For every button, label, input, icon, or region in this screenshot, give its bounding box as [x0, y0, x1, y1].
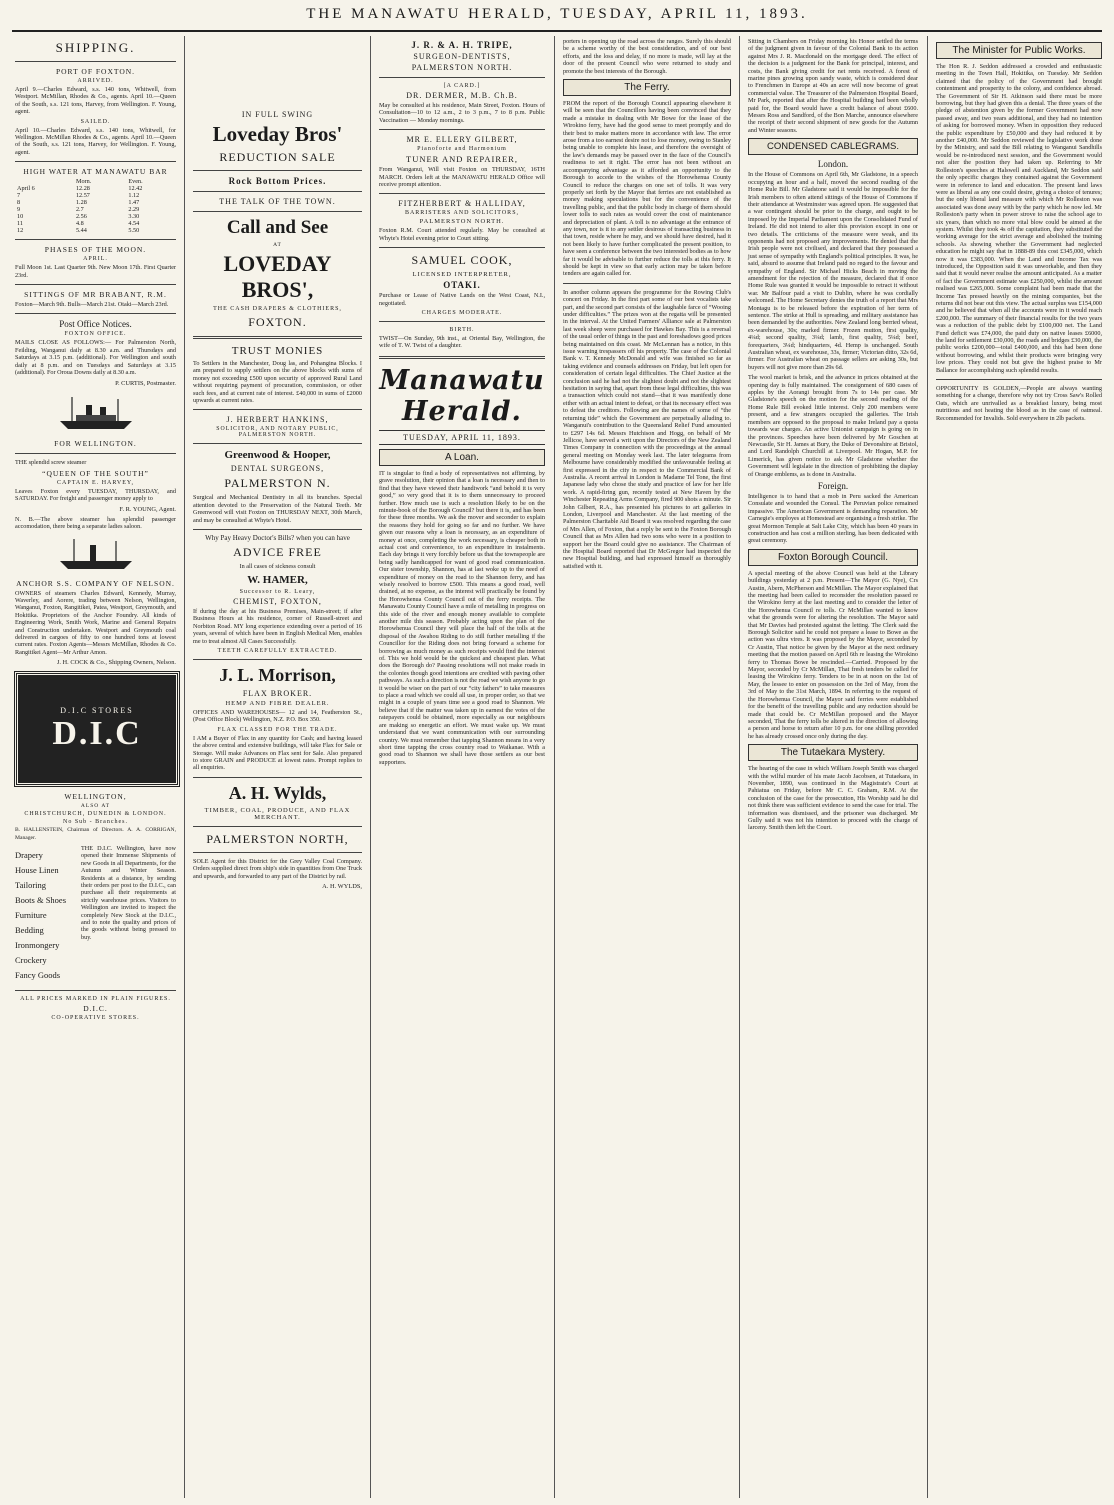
council-text: A special meeting of the above Council was held at the Library buildings yesterday at 2 p.m. Present—The Mayor (G. Nye), Crs Austin, Abern, McPherson and McMillan. The Mayor explained that the meeting had been called to reconsider the resolution passed re the Wirokino ferry at the last meeting and to consider the letter of the Horowhenua Council re tolls. Cr McMillan wanted to know what the grounds were for altering the resolution. The Mayor said that Mr Davies had protested against the letting. The Clerk said the Borough Solicitor said he could not prepare a lease to Bowe as the action was ultra vires. It was proposed by the Mayor, seconded by Cr Austin, That notice be given by the Mayor at the next ordinary meeting that the motion passed on April 6th re leasing the Wirokino ferry to Thomas Bowe be rescinded.—Carried. Proposed by the Mayor, seconded by Cr McMillan, That fresh tenders be called for leasing the Wirokino ferry. Tenders to be in at noon on the 1st of May, the lessee to enter on possession on the 3rd of May, from the 3rd of May to the 31st March, 1894. In referring to the request of the Horowhenua Council, the Mayor said ferries were established for the benefit of the travelling public and any reduction should be made that could be. Cr McMillan proposed and the Mayor seconded, That the ferry tolls be altered in the direction of allowing a person and horse to return after 10 p.m. for one shilling provided he has already crossed once only during the day.	[748, 569, 918, 740]
news-notes-a: Sitting in Chambers on Friday morning his Honor settled the terms of the judgment given in favour of the Colonial Bank to its action against Mrs J. R. Macdonald on the mortgage deed. The effect of the decision is a judgment for the Bank for principal, interest, and costs, the Bank giving credit for net rents received. A forest of marine pines growing upon sandy waste, which is considered dear to Frenchmen in Europe at 40s an acre will now become of great commercial value. The Treasurer of the Palmerston Hospital Board, Mr Park, reported that after the Hospital building had been wholly paid for, the Board would have a credit balance of about £600. Messrs Ross and Sandford, of the Bon Marche, announce elsewhere the receipt of their second shipment of new goods for the Autumn and Winter seasons.	[748, 38, 918, 134]
rock-bottom: Rock Bottom Prices.	[228, 176, 327, 186]
tide-row: 10 2.56 3.30	[17, 213, 140, 221]
shipping-heading: SHIPPING.	[55, 40, 136, 55]
hamer-text: If during the day at his Business Premises, Main-street; if after Business Hours at his residence, corner of Russell-street and Norbiton Road. MY long experience extending over a period of 16 years, several of which have been in English Medical Men, enables me to treat almost All Cases Successfully.	[193, 607, 362, 645]
ferry-heading: The Ferry.	[563, 79, 731, 96]
sailed-label: SAILED.	[80, 118, 111, 125]
column-divider	[370, 36, 371, 1498]
loan-heading: A Loan.	[379, 449, 545, 466]
tide-row: 9 2.7 2.29	[17, 206, 140, 214]
goods-item: Boots & Shoes	[15, 895, 67, 905]
tide-row: 12 5.44 5.50	[17, 227, 140, 235]
anchor-company-heading: ANCHOR S.S. COMPANY OF NELSON.	[16, 578, 175, 588]
fitzherbert-place: PALMERSTON NORTH.	[419, 218, 505, 226]
port-heading: PORT OF FOXTON.	[55, 67, 136, 76]
column-1	[8, 36, 183, 1498]
gilbert-name: MR E. ELLERY GILBERT,	[406, 135, 518, 145]
loan-continued: porters in opening up the road across the ranges. Surely this should be a scheme worthy of the best consideration, and of our best efforts, and the loss and delay, if no more is made, will lay at the door of the present Council who were returned to study and promote the best interests of the Borough.	[563, 38, 731, 75]
hankins-role: SOLICITOR, AND NOTARY PUBLIC, PALMERSTON NORTH.	[216, 426, 339, 439]
minister-text: The Hon R. J. Seddon addressed a crowded and enthusiastic meeting in the Town Hall, Hokitika, on Tuesday. Mr Seddon claimed that the policy of the Government had brought contentment and prosperity to the colony, and confidence abroad. The Government of Sir H. Atkinson said there must be more borrowing, but they had given this a denial. The three years of the pledge of abstention given by the former Government had now passed away, and two years additional, and they had no intention of asking for borrowed money. When in opposition they reduced the public expenditure by £50,000 and they had reduced it by another £40,000. Mr Seddon reviewed the legislative work done by the Ministry, and said the Bill relating to Wanganui Sandhills would be re-introduced next session, and the Government would not alter the position they had taken up. Referring to Mr Rolleston's speeches at Halswell and Auckland, Mr Seddon said the only specific charges they contained against the Government were in reference to land and education. The present land laws were as liberal as any one could desire, giving a choice of tenures; but the only liberal land measure with which Mr Rolleston was associated was done away with by the party which he now led. Mr Rolleston's party when in power strove to raise the school age to six years, than which no more vital blow could be aimed at the system. Whilst they took 4s off the capitation, they substituted the working average for the strict average and abolished the training schools. As showing whether the Government had neglected education he might say that in 1888-89 this cost £345,000, which now it was £383,000. When the Land and Income Tax was introduced, the Opposition said it was unworkable, and then they said that it would never realise the amount anticipated. As a matter of fact the Government estimate was £250,000, whilst the amount realised was £265,000. Some complaint had been made that the Income Tax pressed heavily on the mining companies, but the returns did not bear out this view. The actual surplus was £154,000 and he believed that when all the accounts were in it would reach £200,000. The summary of their financial results for the two years was a reduction of the public debt by £100,000 net. The Land Fund deficit was £74,000, the paid duty on native leases £6000, the land for settlement £30,000, the roads and bridges £30,000, the public works £200,000—total £400,000, and this had been done without borrowing, and whilst their products were bringing very low prices. They could not but give the highest praise to Mr Ballance for accomplishing such splendid results.	[936, 63, 1102, 374]
steamer-ship-icon	[56, 393, 136, 433]
surgeon-dentists: SURGEON-DENTISTS,	[413, 52, 511, 61]
dic-footer-dic: D.I.C.	[83, 1004, 108, 1013]
wylds-signature: A. H. WYLDS,	[322, 882, 362, 890]
council-heading: Foxton Borough Council.	[748, 549, 918, 566]
dateline: TUESDAY, APRIL 11, 1893.	[379, 430, 545, 445]
tutaekara-heading: The Tutaekara Mystery.	[748, 744, 918, 761]
tide-row: 7 12.57 1.12	[17, 192, 140, 200]
post-office-text: MAILS CLOSE AS FOLLOWS:— For Palmerston North, Feilding, Wanganui daily at 8.30 a.m. and Thursdays and Saturdays at 3.15 p.m. (additional). For Wellington and south daily at 8 p.m. and on Tuesdays and Saturdays at 3.15 (additional). For Oroua Downs daily at 8.30 a.m.	[15, 339, 176, 377]
tripe-name: J. R. & A. H. TRIPE,	[411, 40, 513, 50]
sole-agent-text: SOLE Agent for this District for the Grey Valley Coal Company. Orders supplied direct from ship's side in quantities from One Truck and upwards, and forwarded to any part of the District by rail.	[193, 857, 362, 880]
foreign-subheading: Foreign.	[817, 480, 849, 491]
for-wellington-heading: FOR WELLINGTON.	[54, 438, 137, 448]
gilbert-text: From Wanganui, Will visit Foxton on THURSDAY, 16TH MARCH. Orders left at the MANAWATU HERALD Office will receive prompt attention.	[379, 166, 545, 189]
cablegrams-text: In the House of Commons on April 6th, Mr Gladstone, in a speech occupying an hour and a half, moved the second reading of the Home Rule Bill. Mr Gladstone said it would be impossible for the Irish members to often attend sittings of the House of Commons if their attendance at Westminster was agreed upon. He suggested that a war contingent should be prior to the charge, and ought to be imposed by the Imperial Parliament upon the Consolidated Fund of Ireland. He did not intend to alter this provision except in one or two details. The criticisms of the measure were weak, and its opponents had not proposed any improvements. He denied that the Irish people were not civilised, and declared that they possessed a just sense of sympathy with England's political principles. It was, he said, absurd to assume that Ireland paid no regard to the favour and sympathy of England. Sir Michael Hicks Beach in moving the amendment for the rejection of the measure, declared that if once Home Rule was granted it would be impossible to retract it without war. Mr Balfour paid a visit to Dublin, where he was cordially welcomed. The Home Secretary denies the truth of a report that Mrs Montagu is to be released before the expiration of her term of sentence. The strike at Hull is spreading, and military assistance has been demanded by the authorities. New Zealand long berried wheat, ex-warehouse, 30s; marked firmer. Frozen mutton, first quality, 4¼d; second quality, 3¼d; lamb, first quality, 5¼d; beef, forequarters, 3¼d; hindquarters, 4d. Hemp is unchanged. South Australian wheat, ex warehouse, 33s, firmer; Victorian ditto, 32s 6d, firmer. For Australian wheat on passage sellers are asking 30s, but buyers will not give more than 29s 6d.	[748, 171, 918, 371]
cash-drapers: THE CASH DRAPERS & CLOTHIERS,	[213, 306, 342, 312]
birth-heading: BIRTH.	[449, 327, 475, 334]
gilbert-role: Pianoforte and Harmonium	[417, 146, 507, 153]
talk-of-town: THE TALK OF THE TOWN.	[219, 197, 336, 206]
news-notes-b: The wool market is brisk, and the advance in prices obtained at the opening day is fully maintained. The consignment of 680 cases of apples by the Aorangi brought from 7s to 14s per case. Mr Gladstone's speech on the motion for the second reading of the Home Rule Bill evoked little interest. Only 200 members were present, and a few strangers occupied the galleries. The Irish members are opposed to the proposal to make Ireland pay a quota towards war charges. An active Unionist campaign is going on in the provinces. Speeches have been delivered by Mr Goschen at Newcastle, Sir H. James at Bury, the Duke of Devonshire at Bristol, and Lord Randolph Churchill at Liverpool. Mr Hogan, M.P. for Limerick, has given notice to ask Mr Gladstone whether the Government will legislate in the direction of prohibiting the display of Orange emblems, as is done in Australia.	[748, 374, 918, 478]
hemp-dealer: HEMP AND FIBRE DEALER.	[225, 699, 330, 707]
foreign-text: Intelligence is to hand that a mob in Peru sacked the American Consulate and wounded the Consul. The Peruvian police remained impassive. The American Government is demanding reparation. Mr Carnegie's employes at Homestead are organising a fresh strike. The great Mormon Temple at Salt Lake City, which has been 40 years in construction and has cost a million sterling, has been dedicated with great ceremony.	[748, 492, 918, 545]
column-5	[741, 36, 925, 1498]
anchor-company-signature: J. H. COCK & Co., Shipping Owners, Nelson.	[56, 659, 176, 667]
column-divider	[927, 36, 928, 1498]
steamer-name: “QUEEN OF THE SOUTH”	[42, 468, 149, 478]
sittings-text: Foxton—March 9th. Bulls—March 21st. Otaki—March 23rd.	[15, 301, 169, 309]
loveday-heading: Loveday Bros'	[212, 122, 343, 146]
flax-classed: FLAX CLASSED FOR THE TRADE.	[217, 726, 338, 733]
anchor-company-text: OWNERS of steamers Charles Edward, Kennedy, Murray, Waverley, and Aorere, trading between Nelson, Wellington, Wanganui, Foxton, Rangitikei, Patea, Westport, Greymouth, and Hokitika. Proprietors of the Anchor Foundry. All kinds of Engineering Work, Smith Work, Marine and General Repairs and Construction undertaken. Westport and Greymouth coal delivered in cargoes of fifty to one hundred tons at lowest current rates. Foxton Agents—Messrs McMillan, Rhodes & Co. Rangitikei Agent—Mr Arthur Amon.	[15, 589, 176, 656]
anchor-steamer-icon	[56, 537, 136, 573]
dic-stores-logo: D.I.C STORES D.I.C	[15, 672, 179, 786]
steamer-intro: THE splendid screw steamer	[15, 458, 87, 466]
timber-merchant: TIMBER, COAL, PRODUCE, AND FLAX MERCHANT.	[204, 806, 351, 821]
dic-also: ALSO AT	[80, 803, 111, 810]
hamer-role: Successor to R. Leary,	[239, 588, 316, 595]
flax-text: I AM a Buyer of Flax in any quantity for Cash; and having leased the above central and extensive buildings, will take Flax for Sale or Storage. Will make Advances on Flax sent for Sale. Also prepared to store GRAIN and PRODUCE at lowest rates. Prompt replies to all enquiries.	[193, 734, 362, 772]
tide-row: April 6 12.28 12.42	[17, 185, 143, 193]
dic-no-sub: No Sub - Branches.	[63, 819, 128, 826]
arrived-text: April 9.—Charles Edward, s.s. 140 tons, Whitwell, from Westport. McMillan, Rhodes & Co., agents. April 10.—Queen of the South, s.s. 121 tons, Harvey, from Wellington. F. Young, agent.	[15, 86, 176, 116]
charges-moderate: CHARGES MODERATE.	[421, 310, 503, 317]
goods-item: Ironmongery	[15, 940, 60, 950]
call-and-see: Call and See	[226, 217, 329, 238]
post-office-signature: P. CURTIS, Postmaster.	[115, 379, 176, 387]
moon-text: Full Moon 1st. Last Quarter 9th. New Moon 17th. First Quarter 23rd.	[15, 264, 176, 279]
sittings-heading: SITTINGS OF MR BRABANT, R.M.	[24, 290, 167, 300]
teeth-extracted: TEETH CAREFULLY EXTRACTED.	[217, 647, 338, 654]
masthead-rule	[12, 30, 1102, 32]
fitzherbert-role: BARRISTERS AND SOLICITORS,	[404, 210, 520, 217]
post-office-sub: FOXTON OFFICE.	[64, 331, 127, 338]
fitzherbert-text: Foxton R.M. Court attended regularly. May be consulted at Whyte's Hotel evening prior to Court sitting.	[379, 227, 545, 242]
column-divider	[184, 36, 185, 1498]
minister-heading: The Minister for Public Works.	[936, 42, 1102, 59]
moon-heading: PHASES OF THE MOON.	[44, 245, 147, 255]
trust-monies-heading: TRUST MONIES	[231, 345, 324, 357]
goods-item: Drapery	[15, 850, 43, 860]
gh-place: PALMERSTON N.	[224, 476, 331, 491]
gh-text: Surgical and Mechanical Dentistry in all its branches. Special attention devoted to the Preservation of the Natural Teeth. Mr Greenwood will visit Foxton on THURSDAY NEXT, 30th March, and may be consulted at Whyte's Hotel.	[193, 494, 362, 524]
hamer-name: W. HAMER,	[247, 573, 308, 586]
post-office-heading: Post Office Notices.	[59, 319, 132, 330]
dic-footer-prices: ALL PRICES MARKED IN PLAIN FIGURES.	[20, 996, 171, 1002]
reduction-sale: REDUCTION SALE	[219, 150, 336, 164]
tide-row: 8 1.28 1.47	[17, 199, 140, 207]
paper-title: Manawatu Herald.	[379, 364, 545, 427]
tide-heading: HIGH WATER AT MANAWATU BAR	[23, 167, 168, 177]
dic-officers: B. HALLENSTEIN, Chairman of Directors. A. A. CORRIGAN, Manager.	[15, 827, 176, 841]
steamer-captain: CAPTAIN E. HARVEY,	[57, 479, 134, 486]
column-3	[372, 36, 552, 1498]
advice-text: In all cases of sickness consult	[239, 563, 316, 571]
column-divider	[739, 36, 740, 1498]
morrison-offices: OFFICES AND WAREHOUSES— 12 and 14, Featherston St., (Post Office Block) Wellington, N.Z. P.O. Box 350.	[193, 708, 362, 724]
column-4	[556, 36, 738, 1498]
palmerston-north: PALMERSTON NORTH,	[206, 831, 349, 846]
otaki-label: OTAKI.	[443, 280, 481, 291]
cablegrams-heading: CONDENSED CABLEGRAMS.	[748, 138, 918, 155]
steamer-note: N. B.—The above steamer has splendid passenger accomodation, there being a separate ladies saloon.	[15, 515, 176, 531]
flax-broker: FLAX BROKER.	[242, 688, 313, 698]
goods-item: Furniture	[15, 910, 47, 920]
cook-text: Purchase or Lease of Native Lands on the West Coast, N.I., negotiated.	[379, 292, 545, 307]
fitzherbert-name: FITZHERBERT & HALLIDAY,	[398, 199, 526, 209]
advice-free: ADVICE FREE	[233, 545, 322, 560]
column-6	[929, 36, 1109, 1498]
tripe-place: PALMERSTON NORTH.	[411, 63, 513, 72]
foxton-label: FOXTON.	[248, 315, 307, 329]
moon-month: APRIL.	[83, 256, 108, 263]
dic-places: CHRISTCHURCH, DUNEDIN & LONDON.	[24, 811, 167, 818]
trust-monies-text: To Settlers in the Manchester, Doug las, and Pohangina Blocks. I am prepared to supply settlers on the above blocks with sums of money not exceeding £500 upon security of approved Rural Land without requiring payment of procuration, commission, or other such fees, and at current rate of interest. £40,000 in sums of £2000 upwards at current rates.	[193, 360, 362, 405]
opportunity-ad: OPPORTUNITY IS GOLDEN,—People are always wanting something for a change, therefore why not try Cross Saw's Rolled Oats, which are unrivalled as a breakfast luxury, being most nutritious and not heating the blood as in the case of oatmeal. Recommended for Invalids. Sold everywhere in 2lb packets.	[936, 385, 1102, 422]
sailed-text: April 10.—Charles Edward, s.s. 140 tons, Whitwell, for Wellington. McMillan Rhodes & Co., agents. April 10.—Queen of the South, s.s. 121 tons, Harvey, for Wellington. F. Young, agent.	[15, 126, 176, 156]
local-notes: In another column appears the programme for the Rowing Club's concert on Friday. In the first part some of our best vocalists take part, and the second part consists of the laughable farce of “Wooing under difficulties.” The prizes won at the regatta will be presented in the interval. At the United Farmers' Alliance sale at Palmerston last week sheep were purchased for Hawkes Bay. This is a reversal of the usual order of things in the past and foreshadows good prices being maintained on this coast. Mr McLennan has a notice, in this issue warning trespassers off his property. The case of the Colonial Bank v. T. Kennedy McDonald and wife was finished so far as taking evidence and counsels addresses on Friday, but left open for consideration of certain legal difficulties. The Chief Justice at the conclusion said he had not the slightest doubt and not the slightest hesitation in saying that, apart from these legal difficulties, this was a transaction which could not stand—that it was manifestly done either with an actual intent to defeat, or that its necessary effect was to defeat the creditors. Following are the names of some of “the returning tide” which the Government are perpetually alluding to. Wanganui's contribution to the Queensland Relief Fund amounted to £297 14s 6d. Messrs Hutchison and Hogg, on behalf of Mr Jellicoe, have served a writ upon the Directors of the New Zealand Times Company in connection with the proceedings at the annual general meeting on Monday week last. The later telegrams from Melbourne have considerably modified the unfavourable feeling at first expressed in the city in respect to the Commercial Bank of Australia. A recent arrival in London is Madame Tel Tone, the first Japanese lady who chose the study and practice of law for her life work. A rapid-firing gun, recently tested at New Haven by the Winchester Repeating Arms Company, fired 900 shots a minute. Sir John Gilbert, R.A., has presented his pictures to art galleries in London, Liverpool and Manchester. At the last meeting of the Palmerston Charitable Aid Board it was resolved regarding the case of Mrs Allen, of Foxton, that a reply be sent to the Foxton Borough Council that as Mrs Allen had two sons who were in a position to support her the Board could give no assistance. The Chairman of the Hospital Board reported that Dr McGregor had inspected the new Hospital building, and had expressed himself as thoroughly satisfied with it.	[563, 288, 731, 570]
loveday-bros: LOVEDAY BROS',	[223, 251, 332, 302]
arrived-label: ARRIVED.	[77, 78, 114, 84]
morrison-name: J. L. Morrison,	[219, 664, 336, 685]
goods-item: Crockery	[15, 955, 47, 965]
hankins-name: J. HERBERT HANKINS,	[226, 415, 329, 425]
dic-city: WELLINGTON,	[64, 792, 127, 802]
dic-text: THE D.I.C. Wellington, have now opened their Immense Shipments of new Goods in all Departments, for the Autumn and Winter Season. Residents at a distance, by sending their orders per post to the D.I.C., can purchase all their requirements at strictly warehouse prices. Visitors to Wellington are invited to inspect the completely New Stock at the D.I.C., and to note the quality and prices of the goods without being pressed to buy.	[81, 845, 176, 941]
chemist-label: CHEMIST, FOXTON,	[233, 596, 322, 606]
at-label: AT	[273, 242, 282, 248]
steamer-agent: F. R. YOUNG, Agent.	[119, 505, 176, 513]
tide-table	[15, 178, 176, 234]
dic-footer-stores: CO-OPERATIVE STORES.	[51, 1015, 140, 1021]
dic-goods-block	[15, 845, 176, 985]
newspaper-masthead: THE MANAWATU HERALD, TUESDAY, APRIL 11, 1893.	[306, 6, 808, 22]
steamer-body: Leaves Foxton every TUESDAY, THURSDAY, and SATURDAY. For freight and passenger money apply to	[15, 487, 176, 503]
dermer-text: May be consulted at his residence, Main Street, Foxton. Hours of Consultation—10 to 12 a.m., 2 to 3 p.m., 7 to 8 p.m. Public Vaccination — Monday mornings.	[379, 102, 545, 124]
goods-item: Fancy Goods	[15, 970, 61, 980]
goods-item: Tailoring	[15, 880, 47, 890]
why-pay: Why Pay Heavy Doctor's Bills? when you can have	[205, 534, 350, 543]
goods-item: House Linen	[15, 865, 59, 875]
loan-article: IT is singular to find a body of representatives not affirming, by grave resolution, their opinion that a loan is necessary and then to find that they have viewed their handiwork “and behold it is very good,” so very good that it is to them unnecessary to proceed further. How much use is such a resolution likely to be on the minute-book of the Borough Council? but there it is, and has been for these three months. We ask the mover and seconder to explain the reasons they hold for going so far and no further. We have given our reasons why a loan is necessary, as an expenditure of money at once, completing the work necessary, is cheaper both in actual cost and convenience, to an expenditure in instalments. Each day brings it very forcibly before us that the townspeople are being sadly handicapped for want of good road communication. Our sister township, Shannon, has at last woke up to the need of expenditure of money on the road to the Shannon ferry, and has wisely resolved to borrow £500. This means a good road, well drained, at no expense, as the interest will practically be found by the Horowhenua County Council out of the ferry receipts. The Manawatu County Council have a mile of metalling in progress on this side of the river and enough money available to complete another mile this season. Probably acting upon the plan of the Horowhenua Council they will place the half of the tolls at the disposal of the Awahou Riding to do still further metalling if the Councillor for the Riding does not bring forward a scheme for borrowing as much money as such receipts would find the interest of. This we hold would be the quickest and cheapest plan. What does the Borough do? Passing resolutions will not make roads in the colonies though good intentions are credited with paving other pathways. As such a direction is not the road we wish anyone to go it would be wiser on the part of our “city fathers” to take measures to place a road which we could all use, in proper order, so that we might in a couple of years time see a good road to Shannon. We believe that if the matter was taken up in earnest the votes of the ratepayers could be obtained, more especially as our neighbours are making so energetic an effort. We must wake up. We must understand that we want communication with our surrounding country. We must remember that tapping Shannon means in a very short time tapping the cross country road to Waikanae. With a good road to Shannon we shall have those settlers as our best supporters.	[379, 469, 545, 766]
tutaekara-text: The hearing of the case in which William Joseph Smith was charged with the wilful murder of his mate Jacob Jacobsen, at Tutaekara, in November, 1890, was continued in the Magistrate's Court at Pahiatua on Friday, before Mr C. C. Graham, R.M. At the conclusion of the case for the prosecution, His Worship said he did not think there was sufficient evidence to send the case for trial. The information was dismissed, and the prisoner was discharged. Mr Gully said it was not his intention to proceed with the charge of larceny. Smith then left the Court.	[748, 765, 918, 832]
dental-surgeons: DENTAL SURGEONS,	[230, 464, 325, 474]
card-label: [A CARD.]	[443, 83, 481, 89]
column-divider	[554, 36, 555, 1498]
birth-text: TWIST—On Sunday, 9th inst., at Oriental Bay, Wellington, the wife of T. W. Twist of a daughter.	[379, 335, 545, 350]
cook-name: SAMUEL COOK,	[411, 253, 513, 268]
london-subheading: London.	[817, 159, 849, 170]
greenwood-hooper: Greenwood & Hooper,	[224, 449, 331, 462]
goods-item: Bedding	[15, 925, 44, 935]
tuner-repairer: TUNER AND REPAIRER,	[406, 154, 518, 165]
full-swing-label: IN FULL SWING	[241, 110, 314, 119]
wylds-name: A. H. Wylds,	[228, 782, 327, 803]
tide-row: 11 4.8 4.54	[17, 220, 140, 228]
dermer-name: DR. DERMER, M.B. Ch.B.	[406, 91, 518, 100]
ferry-article: FROM the report of the Borough Council appearing elsewhere it will be seen that the Councillors having been convinced that they made a mistake in dealing with Mr Bowe for the lease of the Wirokino ferry, have had the good sense to meet promptly and do their best to make matters more in accordance with law. The error arose from a too earnest desire not to lose money, owing to Stanley being unable to complete his lease, and therefore the oversight of the law's demands may be passed over in the face of the Council's readiness to set it right. The error has not been without an accompanying advantage as it afforded an opportunity to the Borough to accede to the wishes of the Horowhenua County Council to reduce the charges on one set of tolls. It was very properly set forth by the Mayor that ferries are not established as money making speculations but for the convenience of the travelling public, and that the public body in charge of them should lower tolls to such rates as would cover the cost of maintenance and depreciation of plant. A toll is no advantage at the entrance of any town, nor is it to any settler desirous of transacting business in that town, reside where he may, and we should have desired, had it not been likely to have further complicated the present position, to have seen a conference between the two interested bodies as to how far it would be advisable to further reduce the tolls at this ferry. It should be kept in view so that early action may be taken before tenders are again called for.	[563, 100, 731, 278]
column-2	[186, 36, 369, 1498]
cook-role: LICENSED INTERPRETER,	[412, 271, 512, 279]
tide-header-row: Morn. Even.	[75, 178, 143, 186]
